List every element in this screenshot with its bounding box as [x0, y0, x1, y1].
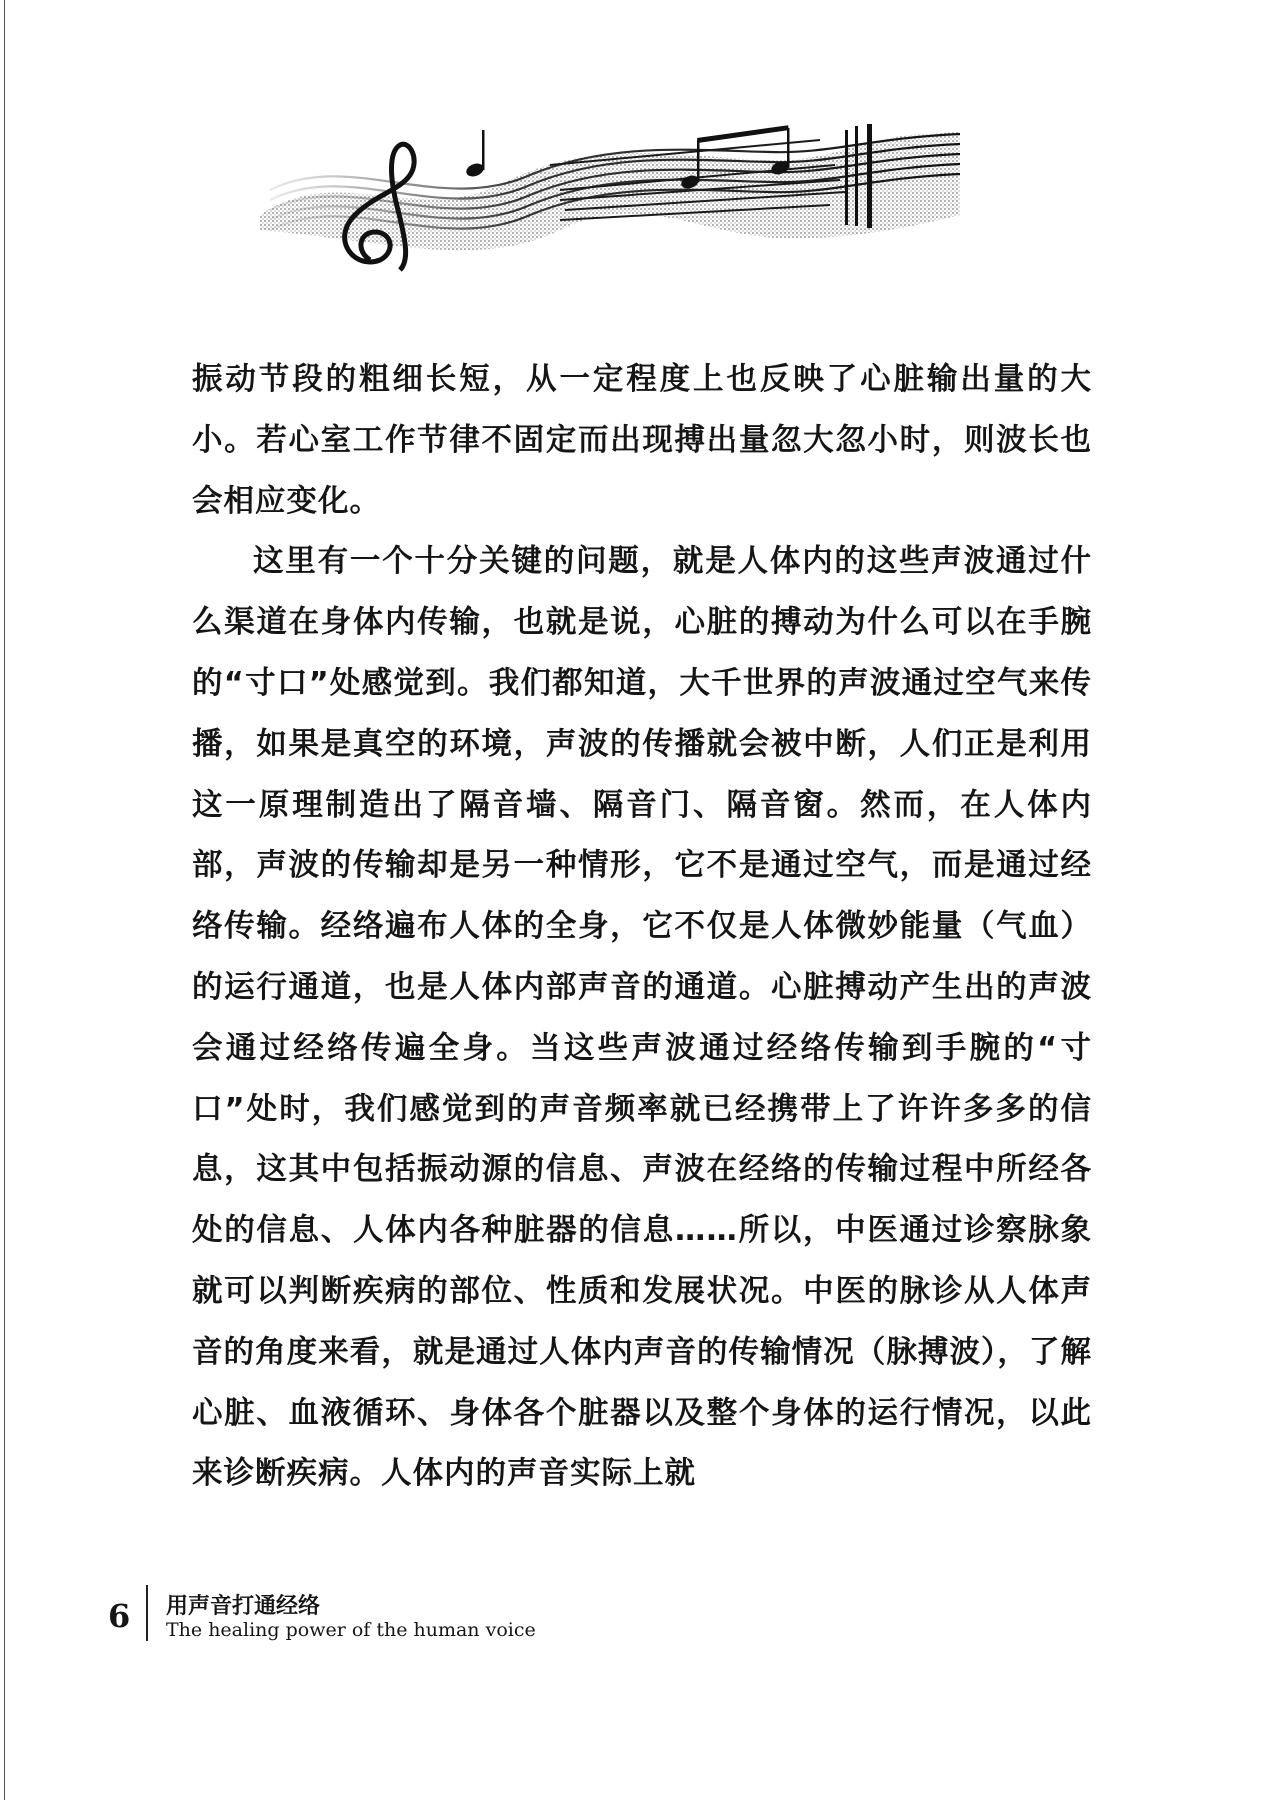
- book-title-chinese: 用声音打通经络: [166, 1594, 321, 1619]
- page-number: 6: [108, 1597, 131, 1635]
- paragraph-1: 振动节段的粗细长短，从一定程度上也反映了心脏输出量的大小。若心室工作节律不固定而出现搏出量忽大忽小时，则波长也会相应变化。: [192, 362, 1092, 519]
- body-text: [192, 350, 1092, 1505]
- paragraph-2: 这里有一个十分关键的问题，就是人体内的这些声波通过什么渠道在身体内传输，也就是说，心脏的搏动为什么可以在手腕的“寸口”处感觉到。我们都知道，大千世界的声波通过空气来传播，如果是真空的环境，声波的传播就会被中断，人们正是利用这一原理制造出了隔音墙、隔音门、隔音窗。然而，在人体内部，声波的传输却是另一种情形，它不是通过空气，而是通过经络传输。经络遍布人体的全身，它不仅是人体微妙能量（气血）的运行通道，也是人体内部声音的通道。心脏搏动产生出的声波会通过经络传遍全身。当这些声波通过经络传输到手腕的“寸口”处时，我们感觉到的声音频率就已经携带上了许许多多的信息，这其中包括振动源的信息、声波在经络的传输过程中所经各处的信息、人体内各种脏器的信息……所以，中医通过诊察脉象就可以判断疾病的部位、性质和发展状况。中医的脉诊从人体声音的角度来看，就是通过人体内声音的传输情况（脉搏波），了解心脏、血液循环、身体各个脏器以及整个身体的运行情况，以此来诊断疾病。人体内的声音实际上就: [192, 544, 1092, 1492]
- page-edge-line: [4, 0, 5, 1800]
- music-staff-ornament-icon: [260, 120, 1010, 275]
- book-title-english: The healing power of the human voice: [166, 1619, 536, 1641]
- footer-divider: [146, 1585, 148, 1641]
